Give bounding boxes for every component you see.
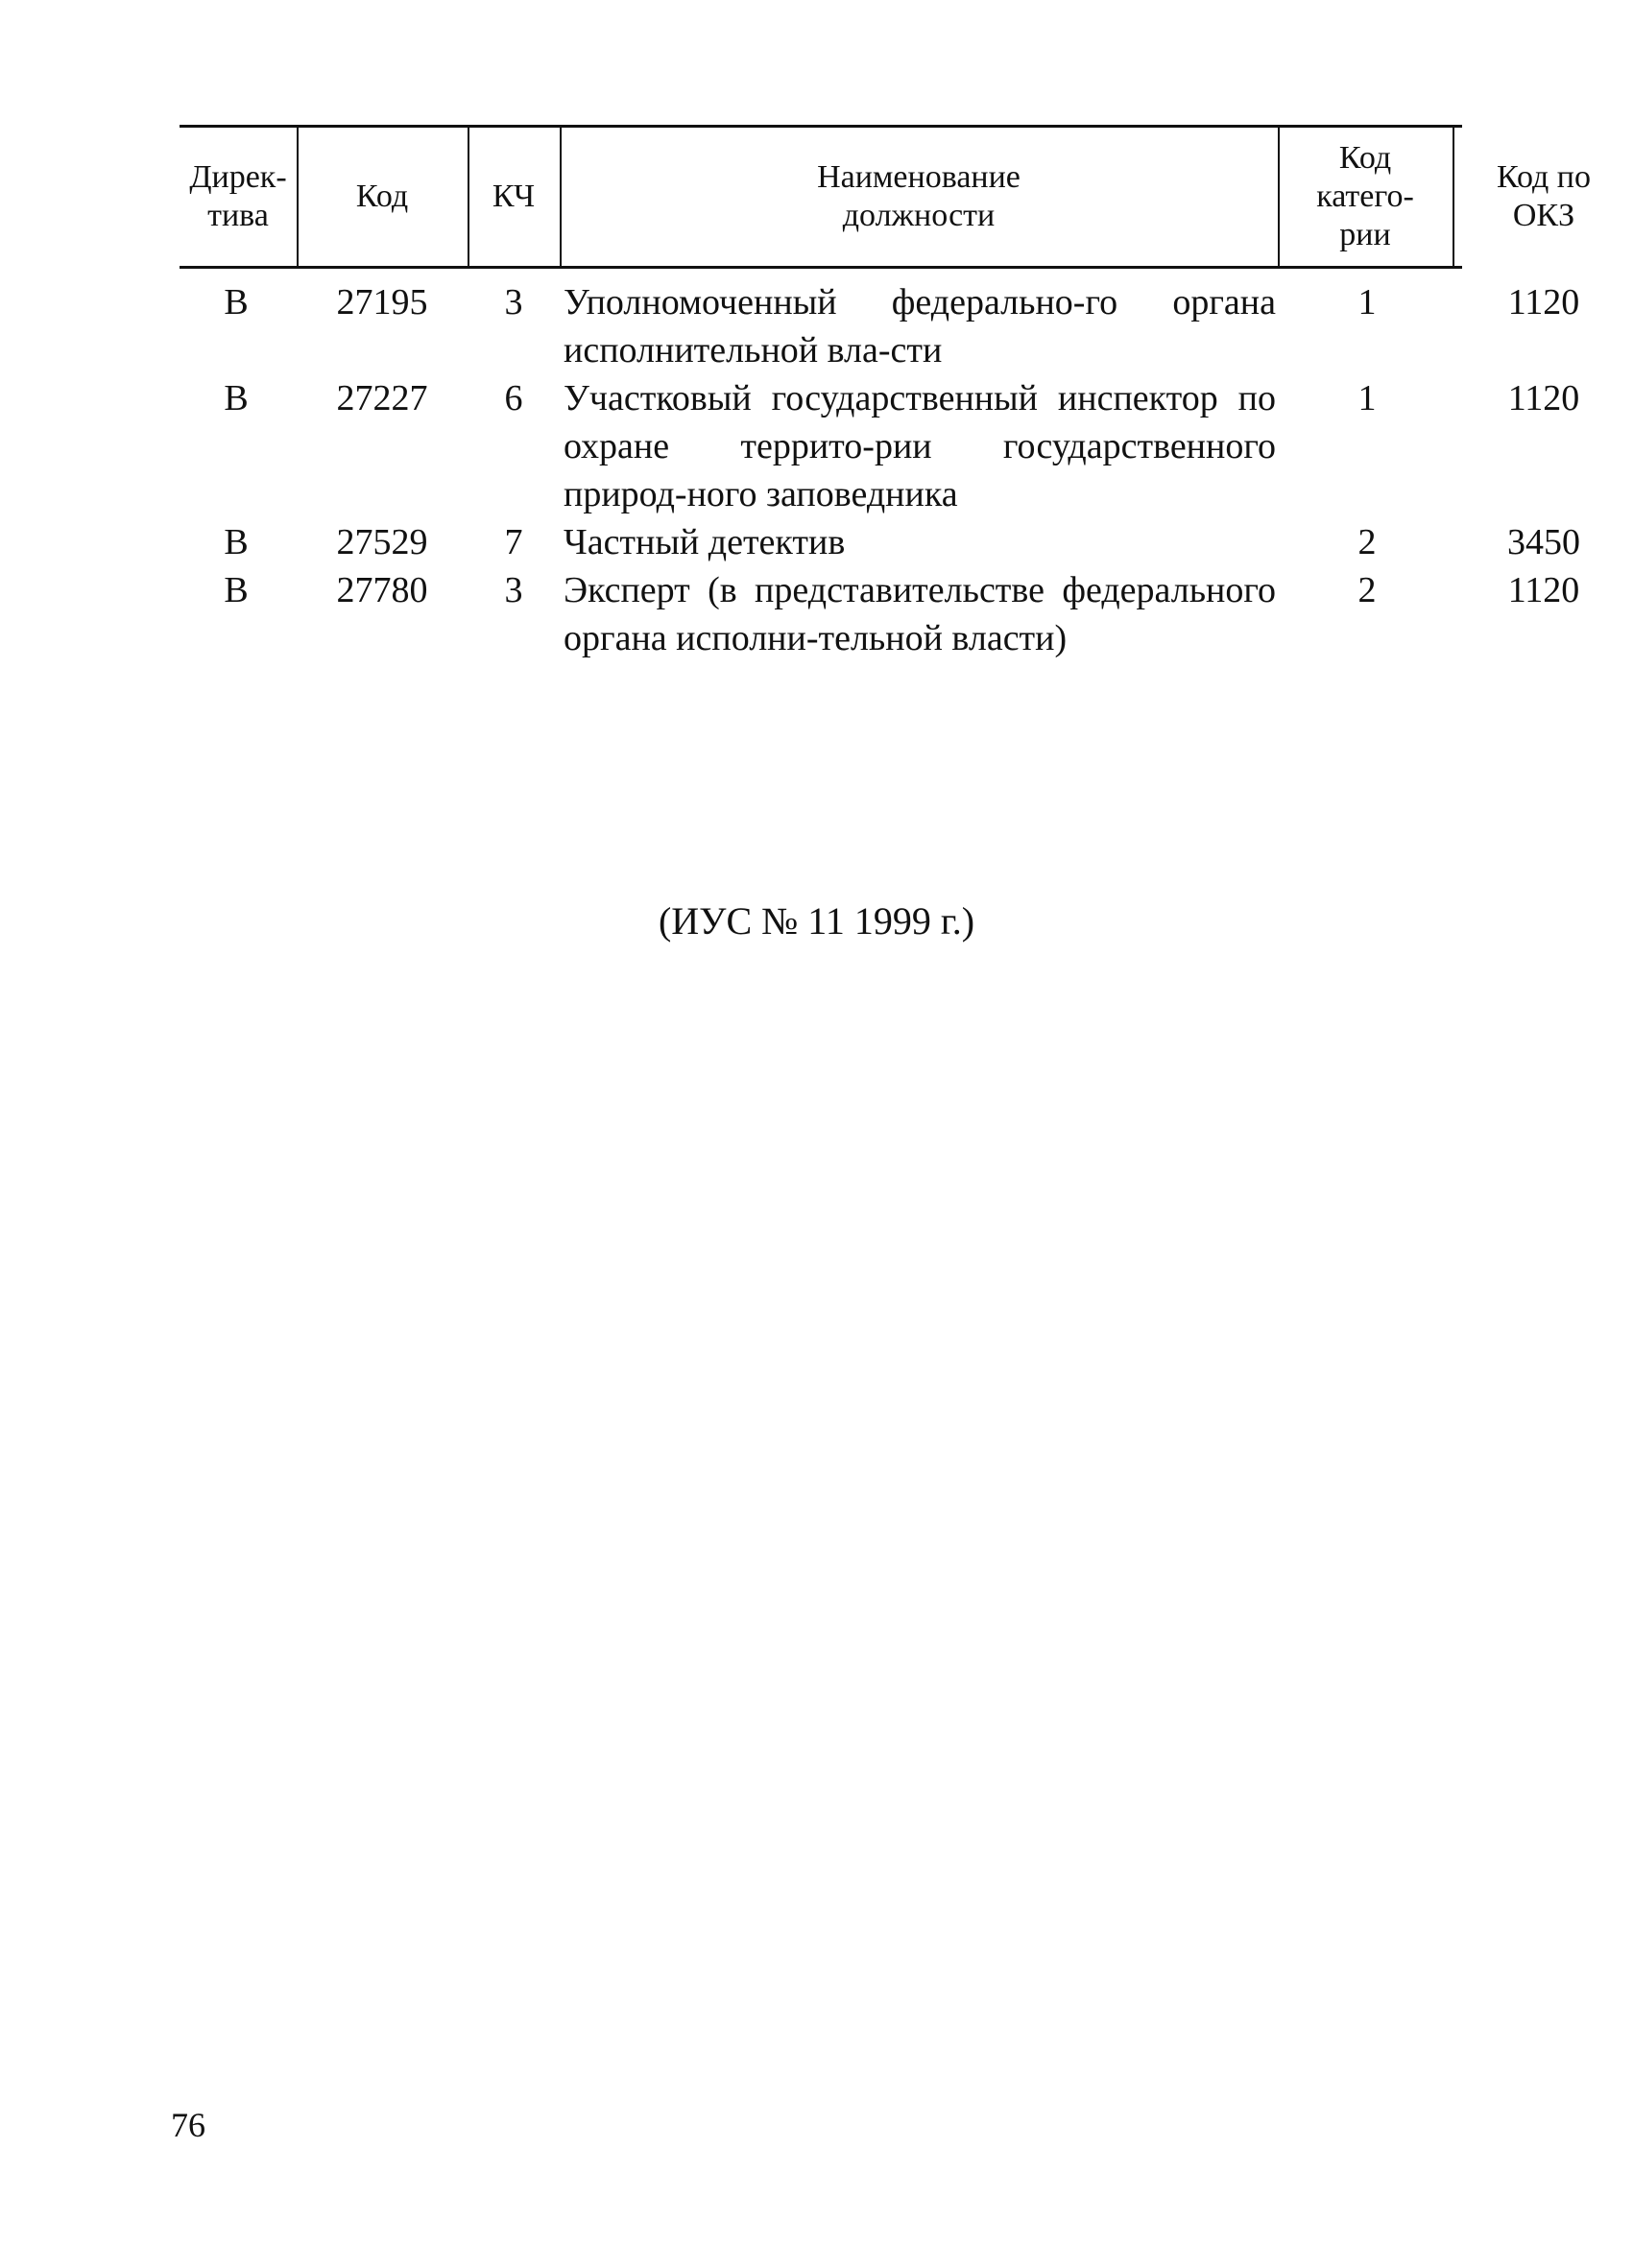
- cell-category: 1: [1357, 282, 1377, 322]
- table-header-rule: [180, 266, 1462, 269]
- table-row: [180, 278, 1580, 374]
- cell-code: 27780: [336, 570, 428, 610]
- cell-code: 27195: [336, 282, 428, 322]
- cell-code: 27529: [336, 522, 428, 562]
- header-okz: Код по ОКЗ: [1497, 159, 1591, 233]
- header-divider: [1453, 128, 1454, 266]
- table-header: [180, 128, 1591, 266]
- header-category: Код катего- рии: [1316, 140, 1414, 252]
- cell-position-name: Уполномоченный федерально-го органа исполнительной вла-сти: [564, 282, 1276, 370]
- cell-directive: В: [224, 522, 249, 562]
- cell-kch: 3: [504, 570, 523, 610]
- table-row: [180, 518, 1580, 566]
- cell-okz: 1120: [1507, 378, 1580, 418]
- table-row: [180, 566, 1580, 662]
- header-kch: КЧ: [492, 179, 536, 214]
- header-divider: [468, 128, 469, 266]
- cell-category: 2: [1357, 522, 1377, 562]
- cell-kch: 3: [504, 282, 523, 322]
- page-number: 76: [171, 2106, 205, 2144]
- cell-position-name: Частный детектив: [564, 522, 846, 562]
- source-note: (ИУС № 11 1999 г.): [658, 899, 975, 943]
- table-row: [180, 374, 1580, 518]
- cell-position-name: Эксперт (в представительстве федерального органа исполни-тельной власти): [564, 570, 1276, 658]
- header-directive: Дирек- тива: [189, 159, 287, 233]
- cell-kch: 6: [504, 378, 523, 418]
- header-divider: [560, 128, 562, 266]
- header-name: Наименование должности: [817, 159, 1021, 233]
- header-code: Код: [355, 179, 409, 214]
- cell-category: 1: [1357, 378, 1377, 418]
- cell-directive: В: [224, 378, 249, 418]
- cell-directive: В: [224, 570, 249, 610]
- cell-kch: 7: [504, 522, 523, 562]
- cell-okz: 1120: [1507, 282, 1580, 322]
- cell-position-name: Участковый государственный инспектор по охране террито-рии государственного природ-ного заповедника: [564, 378, 1276, 514]
- header-divider: [1278, 128, 1280, 266]
- table-body: [180, 278, 1580, 662]
- cell-directive: В: [224, 282, 249, 322]
- header-divider: [297, 128, 299, 266]
- cell-okz: 1120: [1507, 570, 1580, 610]
- cell-code: 27227: [336, 378, 428, 418]
- cell-category: 2: [1357, 570, 1377, 610]
- cell-okz: 3450: [1507, 522, 1580, 562]
